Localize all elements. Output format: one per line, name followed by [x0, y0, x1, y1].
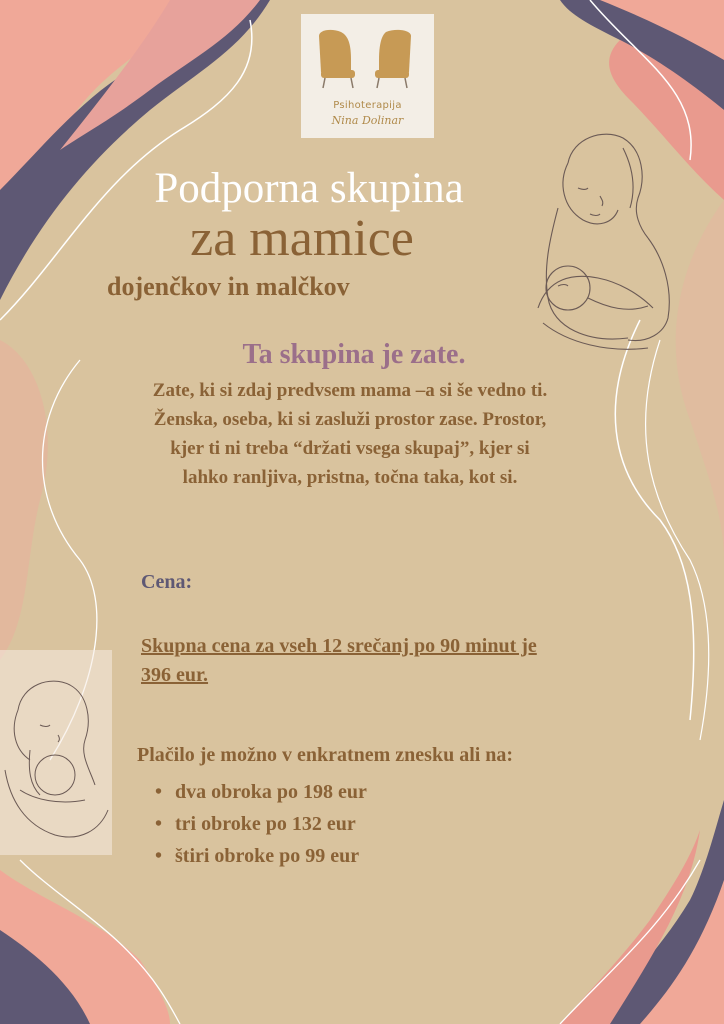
intro-line: kjer ti ni treba “držati vsega skupaj”, kjer si: [170, 438, 530, 459]
mother-hugging-illustration: [0, 650, 112, 855]
logo-text-psihoterapija: Psihoterapija: [333, 100, 402, 111]
logo-text-name: Nina Dolinar: [331, 114, 404, 127]
payment-option: • štiri obroke po 99 eur: [155, 840, 367, 872]
intro-heading: Ta skupina je zate.: [242, 339, 466, 370]
intro-line: Zate, ki si zdaj predvsem mama –a si še vedno ti.: [152, 380, 548, 401]
subtitle: dojenčkov in malčkov: [107, 272, 350, 301]
payment-option: • dva obroka po 198 eur: [155, 776, 367, 808]
left-edge-wave: [0, 340, 48, 660]
intro-paragraph: [70, 376, 630, 492]
intro-line: Ženska, oseba, ki si zasluži prostor zase. Prostor,: [153, 409, 547, 430]
logo: [301, 14, 434, 138]
total-price-line-1: Skupna cena za vseh 12 srečanj po 90 minut je: [141, 635, 537, 657]
title-line-1: Podporna skupina: [154, 165, 464, 212]
mother-hugging-illustration-frame: [0, 650, 112, 855]
armchairs-icon: [311, 26, 424, 96]
price-label: Cena:: [141, 571, 193, 593]
title-line-2: za mamice: [190, 210, 414, 267]
total-price-line-2: 396 eur.: [141, 664, 209, 686]
total-price: [141, 632, 681, 690]
payment-options-list: [155, 776, 367, 872]
intro-line: lahko ranljiva, pristna, točna taka, kot si.: [182, 467, 518, 488]
payment-intro: Plačilo je možno v enkratnem znesku ali na:: [137, 744, 514, 766]
payment-option: • tri obroke po 132 eur: [155, 808, 367, 840]
